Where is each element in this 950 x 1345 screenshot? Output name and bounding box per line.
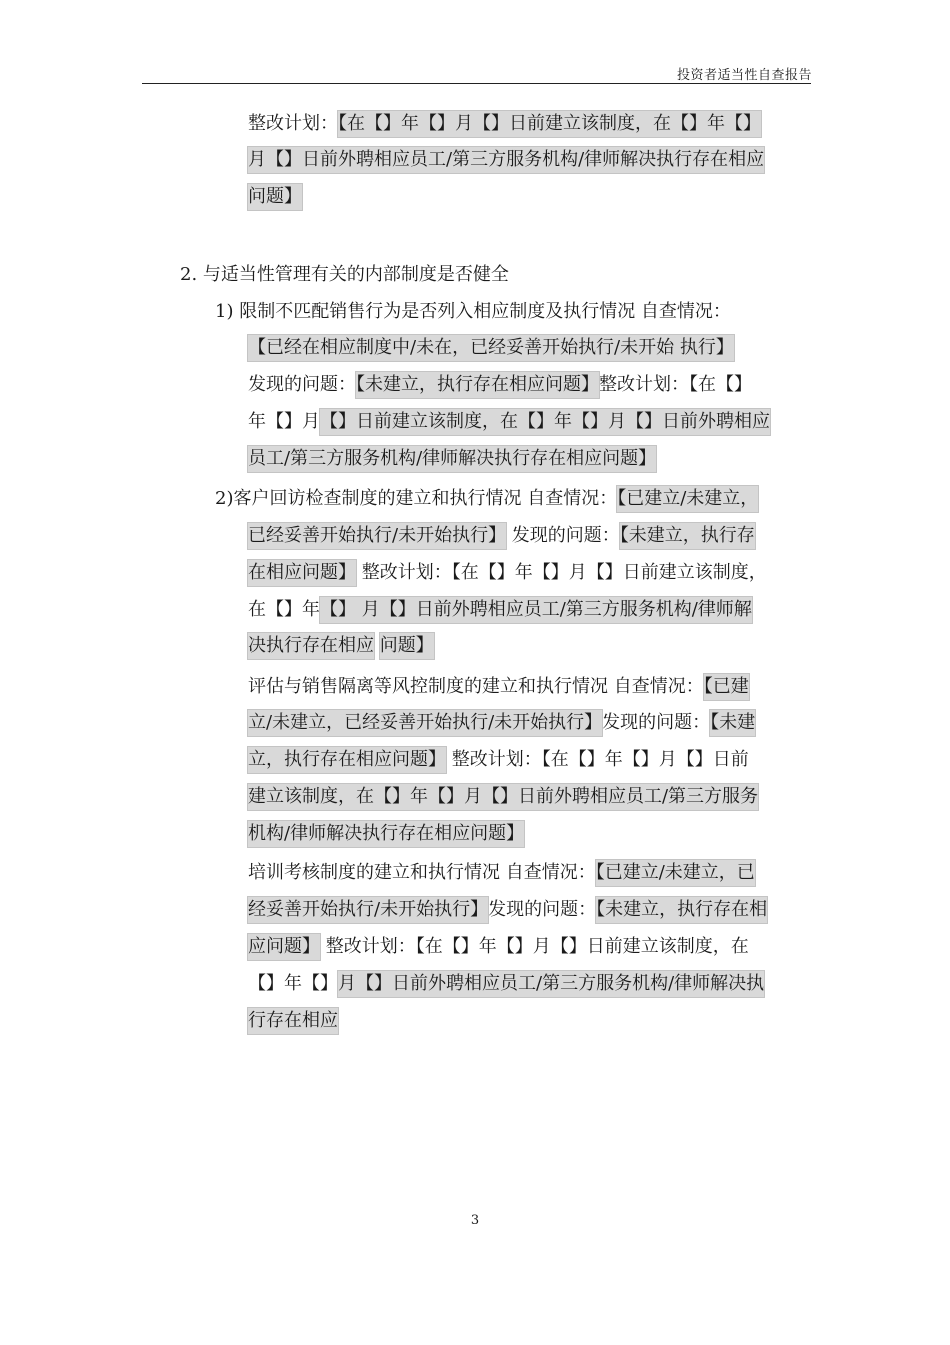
- fillable-field: 月【】日前外聘相应员工/第三方服务机构/律师解决执行存在相应: [248, 147, 764, 173]
- text-segment: 整改计划：【在【】: [599, 374, 752, 395]
- text-line: [248, 634, 434, 660]
- fillable-field: 决执行存在相应: [248, 633, 374, 659]
- text-line: [248, 447, 656, 473]
- page-number: 3: [470, 1213, 480, 1228]
- text-line: [248, 410, 770, 436]
- text-segment: 整改计划：【在【】年【】月【】日前建立该制度，在: [320, 936, 749, 957]
- text-segment: 发现的问题：: [602, 712, 711, 733]
- text-segment: 年【】月: [248, 411, 320, 432]
- text-segment: 发现的问题：: [488, 899, 597, 920]
- text-line: [248, 185, 302, 211]
- text-line: [248, 675, 749, 701]
- text-line: [215, 300, 731, 326]
- text-segment: 2. 与适当性管理有关的内部制度是否健全: [180, 264, 509, 285]
- fillable-field: 行存在相应: [248, 1008, 338, 1034]
- fillable-field: 【已经在相应制度中/未在，已经妥善开始执行/未开始 执行】: [248, 335, 734, 361]
- fillable-field: 【已建: [704, 674, 749, 700]
- text-line: [248, 1009, 338, 1035]
- fillable-field: 员工/第三方服务机构/律师解决执行存在相应问题】: [248, 446, 656, 472]
- fillable-field: 建立该制度，在【】年【】月【】日前外聘相应员工/第三方服务: [248, 784, 758, 810]
- text-segment: 整改计划：: [248, 113, 338, 134]
- fillable-field: 经妥善开始执行/未开始执行】: [248, 897, 488, 923]
- text-segment: 培训考核制度的建立和执行情况 自查情况：: [248, 862, 596, 883]
- text-line: [248, 711, 755, 737]
- text-line: [248, 561, 767, 587]
- text-line: [248, 935, 749, 961]
- fillable-field: 【已建立/未建立，: [617, 486, 758, 512]
- fillable-field: 【】日前建立该制度，在【】年【】月【】日前外聘相应: [320, 409, 770, 435]
- text-segment: 【】年【】: [248, 973, 338, 994]
- fillable-field: 【未建立，执行存: [620, 523, 755, 549]
- text-line: [248, 785, 758, 811]
- fillable-field: 立/未建立，已经妥善开始执行/未开始执行】: [248, 710, 602, 736]
- text-segment: 在【】年: [248, 599, 320, 620]
- fillable-field: 机构/律师解决执行存在相应问题】: [248, 821, 524, 847]
- text-segment: 1) 限制不匹配销售行为是否列入相应制度及执行情况 自查情况：: [215, 301, 731, 322]
- fillable-field: 【】 月【】日前外聘相应员工/第三方服务机构/律师解: [320, 597, 752, 623]
- text-line: [248, 861, 755, 887]
- fillable-field: 【已建立/未建立，已: [596, 860, 755, 886]
- text-segment: 评估与销售隔离等风控制度的建立和执行情况 自查情况：: [248, 676, 704, 697]
- fillable-field: 月【】日前外聘相应员工/第三方服务机构/律师解决执: [338, 971, 764, 997]
- text-segment: 整改计划：【在【】年【】月【】日前建立该制度，: [356, 562, 767, 583]
- fillable-field: 在相应问题】: [248, 560, 356, 586]
- header-title: 投资者适当性自查报告: [676, 68, 812, 83]
- text-line: [248, 748, 749, 774]
- header-divider: [142, 83, 811, 84]
- fillable-field: 【在【】年【】月【】日前建立该制度，在【】年【】: [338, 111, 761, 137]
- fillable-field: 已经妥善开始执行/未开始执行】: [248, 523, 506, 549]
- fillable-field: 【未建: [710, 710, 755, 736]
- fillable-field: 问题】: [248, 184, 302, 210]
- text-segment: 发现的问题：: [248, 374, 356, 395]
- text-segment: [374, 635, 380, 656]
- fillable-field: 立，执行存在相应问题】: [248, 747, 446, 773]
- fillable-field: 问题】: [380, 633, 434, 659]
- text-segment: 整改计划：【在【】年【】月【】日前: [446, 749, 749, 770]
- text-line: [248, 524, 755, 550]
- text-line: [248, 598, 752, 624]
- text-segment: 2)客户回访检查制度的建立和执行情况 自查情况：: [215, 488, 618, 509]
- fillable-field: 【未建立，执行存在相: [596, 897, 767, 923]
- text-line: [248, 972, 764, 998]
- text-line: [180, 263, 509, 289]
- text-line: [248, 373, 752, 399]
- text-segment: 发现的问题：: [506, 525, 620, 546]
- text-line: [248, 898, 767, 924]
- text-line: [248, 822, 524, 848]
- fillable-field: 【未建立，执行存在相应问题】: [356, 372, 599, 398]
- text-line: [248, 112, 761, 138]
- text-line: [248, 336, 734, 362]
- text-line: [215, 487, 758, 513]
- text-line: [248, 148, 764, 174]
- fillable-field: 应问题】: [248, 934, 320, 960]
